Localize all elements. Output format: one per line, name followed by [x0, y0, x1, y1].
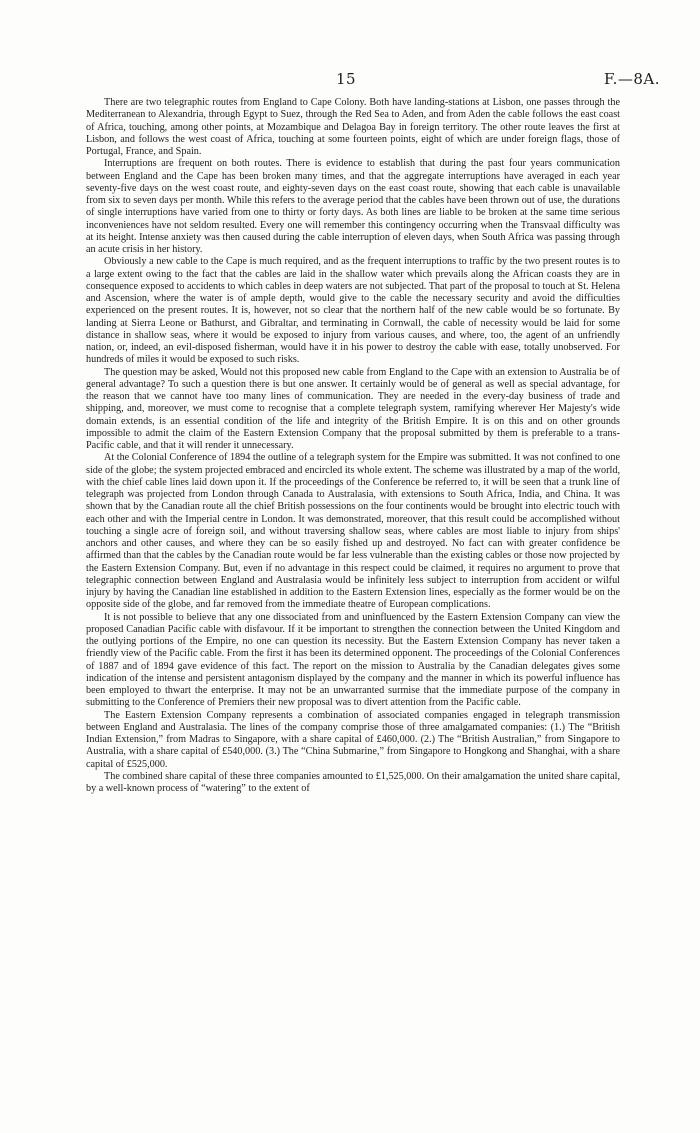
paragraph: At the Colonial Conference of 1894 the outline of a telegraph system for the Empire was submitted. It was not confined to one side of the globe; the system projected embraced and encircled its whole extent. The scheme was illustrated by a map of the world, with the chief cable lines laid down upon it. If the proceedings of the Conference be referred to, it will be seen that a trunk line of telegraph was projected from London through Canada to Australasia, with extensions to South Africa, India, and China. It was shown that by the Canadian route all the chief British possessions on the four continents would be brought into electric touch with each other and with the Imperial centre in London. It was demonstrated, moreover, that this result could be accomplished without touching a single acre of foreign soil, and without traversing shallow seas, where cables are most liable to injury from ships' anchors and other causes, and where they can be so easily fished up and destroyed. No fact can with greater confidence be affirmed than that the cables by the Canadian route would be far less vulnerable than the existing cables or those now projected by the Eastern Extension Company. But, even if no advantage in this respect could be claimed, it requires no argument to prove that telegraphic connection between England and Australasia would be infinitely less subject to interruption from accident or wilful injury by having the Canadian line established in addition to the Eastern Extension lines, especially as the former would be on the opposite side of the globe, and far removed from the immediate theatre of European complications. — [86, 452, 620, 611]
paragraph: The Eastern Extension Company represents a combination of associated companies engaged in telegraph transmission between England and Australasia. The lines of the company comprise those of three amalgamated companies: (1.) The “British Indian Extension,” from Madras to Singapore, with a share capital of £460,000. (2.) The “British Australian,” from Singapore to Australia, with a share capital of £540,000. (3.) The “China Submarine,” from Singapore to Hongkong and Shanghai, with a share capital of £525,000. — [86, 709, 620, 770]
document-reference: F.—8A. — [604, 70, 660, 88]
paragraph: There are two telegraphic routes from England to Cape Colony. Both have landing-stations at Lisbon, one passes through the Mediterranean to Alexandria, through Egypt to Suez, through the Red Sea to Aden, and from Aden the cable follows the east coast of Africa, touching, among other points, at Mozambique and Delagoa Bay in foreign territory. The other route leaves the first at Lisbon, and follows the west coast of Africa, touching at some fourteen points, eight of which are under foreign flags, those of Portugal, France, and Spain. — [86, 97, 620, 157]
body-text — [86, 97, 620, 795]
paragraph: It is not possible to believe that any one dissociated from and uninfluenced by the Eastern Extension Company can view the proposed Canadian Pacific cable with disfavour. If it be important to strengthen the connection between the United Kingdom and the outlying portions of the Empire, no one can question its necessity. But the Eastern Extension Company has never taken a friendly view of the Pacific cable. From the first it has been its determined opponent. The proceedings of the Colonial Conferences of 1887 and of 1894 gave evidence of this fact. The report on the mission to Australia by the Canadian delegates gives some indication of the intense and persistent antagonism displayed by the company and the manner in which its powerful influence has been employed to thwart the enterprise. It may not be an unwarranted surmise that the immediate purpose of the company in submitting to the Conference of Premiers their new proposal was to divert attention from the Pacific cable. — [86, 611, 620, 709]
paragraph: Interruptions are frequent on both routes. There is evidence to establish that during the past four years communication between England and the Cape has been broken many times, and that the aggregate interruptions have averaged in each year seventy-five days on the west coast route, and eighty-seven days on the east coast route, showing that each cable is unavailable from six to seven days per month. While this refers to the average period that the cables have been thrown out of use, the durations of single interruptions have varied from one to thirty or forty days. As both lines are liable to be broken at the same time serious inconveniences have not seldom resulted. Every one will remember this contingency occurring when the Transvaal difficulty was at its height. Intense anxiety was then caused during the cable interruption of eleven days, when South Africa was passing through an acute crisis in her history. — [86, 158, 620, 255]
page-number: 15 — [336, 70, 357, 88]
page-header — [0, 70, 700, 90]
paragraph: The combined share capital of these three companies amounted to £1,525,000. On their amalgamation the united share capital, by a well-known process of “watering” to the extent of — [86, 770, 620, 794]
paragraph: Obviously a new cable to the Cape is much required, and as the frequent interruptions to traffic by the two present routes is to a large extent owing to the fact that the cables are laid in the shallow water which prevails along the African coasts they are in consequence exposed to accidents to which cables in deep waters are not subjected. That part of the proposal to touch at St. Helena and Ascension, where the water is of ample depth, would give to the cable the necessary security and avoid the difficulties experienced on the present routes. It is, however, not so clear that the northern half of the new cable would be so fortunate. By landing at Sierra Leone or Bathurst, and Gibraltar, and terminating in Cornwall, the cable of necessity would be laid for some distance in shallow seas, where it would be exposed to injury from various causes, and where, too, the agent of an unfriendly nation, or, indeed, an evil-disposed fisherman, would have it in his power to destroy the cable with ease, totally unobserved. For hundreds of miles it would be exposed to such risks. — [86, 256, 620, 366]
paragraph: The question may be asked, Would not this proposed new cable from England to the Cape with an extension to Australia be of general advantage? To such a question there is but one answer. It certainly would be of general as well as special advantage, for the reason that we cannot have too many lines of communication. They are needed in the every-day business of trade and shipping, and, moreover, we must come to recognise that a complete telegraph system, ramifying wherever Her Majesty's wide domain extends, is an essential condition of the life and integrity of the British Empire. It is on this and on other grounds impossible to admit the claim of the Eastern Extension Company that the proposal submitted by them is preferable to a trans-Pacific cable, and that it will render it unnecessary. — [86, 366, 620, 451]
